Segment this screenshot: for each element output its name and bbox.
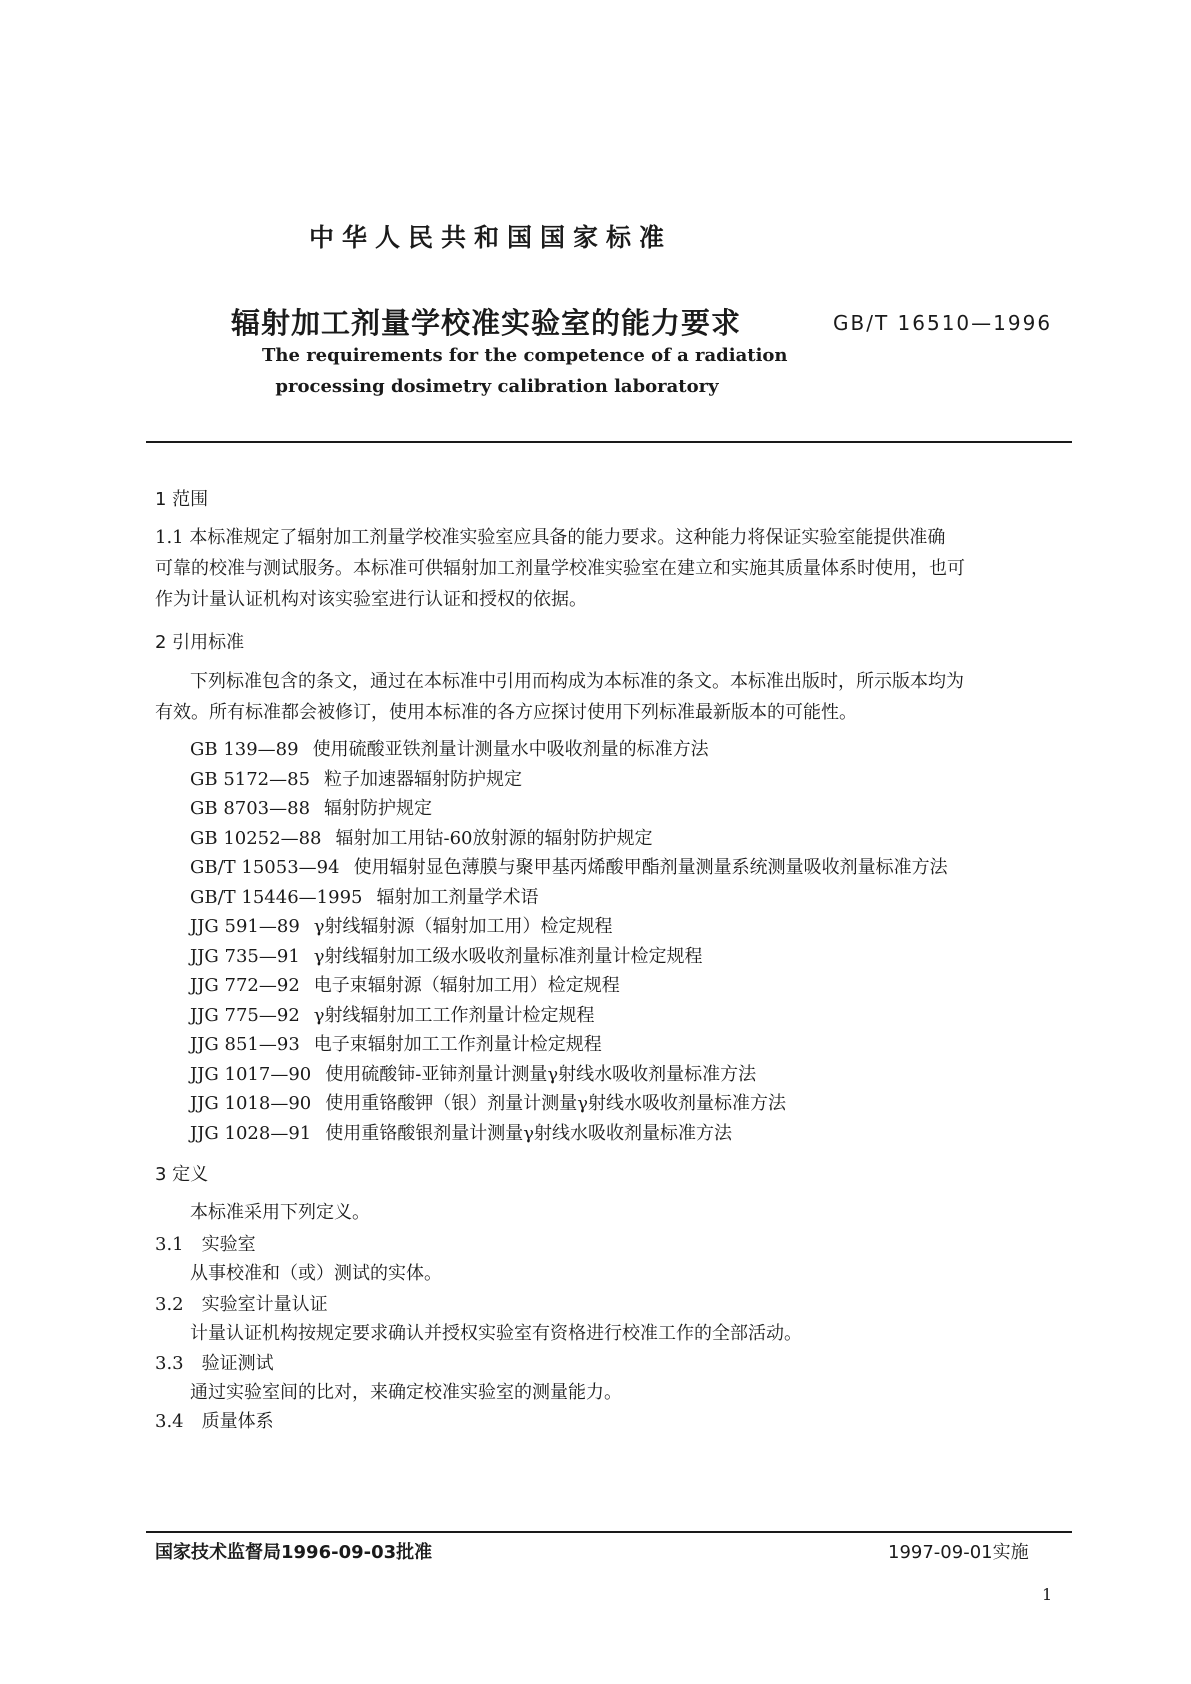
reference-code: JJG 851—93 <box>190 1034 300 1055</box>
definition-text: 通过实验室间的比对，来确定校准实验室的测量能力。 <box>190 1382 622 1403</box>
reference-title: γ射线辐射源（辐射加工用）检定规程 <box>313 916 613 937</box>
definition-text: 计量认证机构按规定要求确认并授权实验室有资格进行校准工作的全部活动。 <box>190 1323 802 1344</box>
reference-title: γ射线辐射加工工作剂量计检定规程 <box>313 1004 595 1026</box>
definition-number: 3.1 <box>155 1234 184 1255</box>
reference-item <box>190 824 653 850</box>
reference-item <box>190 883 538 909</box>
footer-rule <box>146 1531 1072 1533</box>
definition-term-row <box>155 1348 274 1379</box>
standard-code: GB/T 16510—1996 <box>833 311 1053 335</box>
reference-code: GB/T 15446—1995 <box>190 886 363 908</box>
reference-title: 粒子加速器辐射防护规定 <box>324 768 523 790</box>
reference-title: 使用硫酸铈-亚铈剂量计测量γ射线水吸收剂量标准方法 <box>325 1063 757 1085</box>
reference-code: JJG 775—92 <box>190 1004 300 1026</box>
definition-term-row <box>155 1406 274 1437</box>
reference-code: JJG 591—89 <box>190 916 300 937</box>
reference-code: JJG 1018—90 <box>190 1093 312 1114</box>
reference-item <box>190 1089 786 1115</box>
reference-code: JJG 1017—90 <box>190 1063 312 1085</box>
national-standard-heading: 中华人民共和国国家标准 <box>309 223 673 252</box>
reference-code: JJG 1028—91 <box>190 1122 312 1144</box>
reference-title: 电子束辐射加工工作剂量计检定规程 <box>313 1034 602 1055</box>
reference-item <box>190 1060 756 1086</box>
reference-code: JJG 772—92 <box>190 975 300 996</box>
reference-item <box>190 794 432 820</box>
reference-title: 使用重铬酸银剂量计测量γ射线水吸收剂量标准方法 <box>325 1122 733 1144</box>
reference-code: GB 8703—88 <box>190 798 311 819</box>
approval-line: 国家技术监督局1996-09-03批准 <box>155 1542 433 1563</box>
header-rule <box>146 441 1072 443</box>
document-title-en-line2: processing dosimetry calibration laboratory <box>275 376 719 397</box>
effective-date: 1997-09-01实施 <box>888 1542 1029 1563</box>
reference-code: GB 10252—88 <box>190 827 322 849</box>
definition-text: 从事校准和（或）测试的实体。 <box>190 1263 442 1284</box>
reference-item <box>190 765 522 791</box>
document-title-en-line1: The requirements for the competence of a radiation <box>262 345 788 366</box>
section-3-heading: 3 定义 <box>155 1164 209 1185</box>
definition-term-row <box>155 1229 256 1260</box>
reference-item <box>190 1119 732 1145</box>
section-3-intro: 本标准采用下列定义。 <box>190 1202 370 1223</box>
reference-item <box>190 853 948 879</box>
reference-code: GB/T 15053—94 <box>190 857 340 878</box>
section-1-heading: 1 范围 <box>155 489 209 510</box>
reference-item <box>190 1030 602 1056</box>
reference-item <box>190 971 620 997</box>
definition-term: 质量体系 <box>201 1411 274 1432</box>
reference-code: GB 5172—85 <box>190 768 311 790</box>
reference-title: 使用辐射显色薄膜与聚甲基丙烯酸甲酯剂量测量系统测量吸收剂量标准方法 <box>353 857 948 878</box>
reference-item <box>190 912 613 938</box>
section-1-paragraph-line-3: 作为计量认证机构对该实验室进行认证和授权的依据。 <box>155 589 587 610</box>
document-title-cn: 辐射加工剂量学校准实验室的能力要求 <box>231 306 742 340</box>
section-1-paragraph-line-2: 可靠的校准与测试服务。本标准可供辐射加工剂量学校准实验室在建立和实施其质量体系时使用，也可 <box>155 558 965 579</box>
definition-term: 验证测试 <box>201 1353 274 1374</box>
definition-term-row <box>155 1289 328 1320</box>
section-2-heading: 2 引用标准 <box>155 632 245 653</box>
definition-term: 实验室计量认证 <box>201 1294 328 1315</box>
reference-title: 电子束辐射源（辐射加工用）检定规程 <box>313 975 620 996</box>
section-2-intro-line-1: 下列标准包含的条文，通过在本标准中引用而构成为本标准的条文。本标准出版时，所示版本均为 <box>190 671 964 692</box>
reference-item <box>190 735 709 761</box>
definition-term: 实验室 <box>201 1234 256 1255</box>
reference-code: GB 139—89 <box>190 739 299 760</box>
definition-number: 3.3 <box>155 1353 184 1374</box>
reference-item <box>190 1001 595 1027</box>
reference-title: 辐射加工用钴-60放射源的辐射防护规定 <box>335 827 653 849</box>
reference-title: 辐射防护规定 <box>324 798 433 819</box>
reference-title: 使用硫酸亚铁剂量计测量水中吸收剂量的标准方法 <box>312 739 709 760</box>
reference-item <box>190 942 703 968</box>
page-number: 1 <box>1042 1585 1053 1604</box>
reference-title: 辐射加工剂量学术语 <box>376 886 539 908</box>
definition-number: 3.2 <box>155 1294 184 1315</box>
reference-title: 使用重铬酸钾（银）剂量计测量γ射线水吸收剂量标准方法 <box>325 1093 787 1114</box>
reference-code: JJG 735—91 <box>190 945 300 967</box>
definition-number: 3.4 <box>155 1411 184 1432</box>
reference-title: γ射线辐射加工级水吸收剂量标准剂量计检定规程 <box>313 945 703 967</box>
section-1-paragraph-line-1: 1.1 本标准规定了辐射加工剂量学校准实验室应具备的能力要求。这种能力将保证实验室能提供准确 <box>155 527 946 548</box>
section-2-intro-line-2: 有效。所有标准都会被修订，使用本标准的各方应探讨使用下列标准最新版本的可能性。 <box>155 702 857 723</box>
